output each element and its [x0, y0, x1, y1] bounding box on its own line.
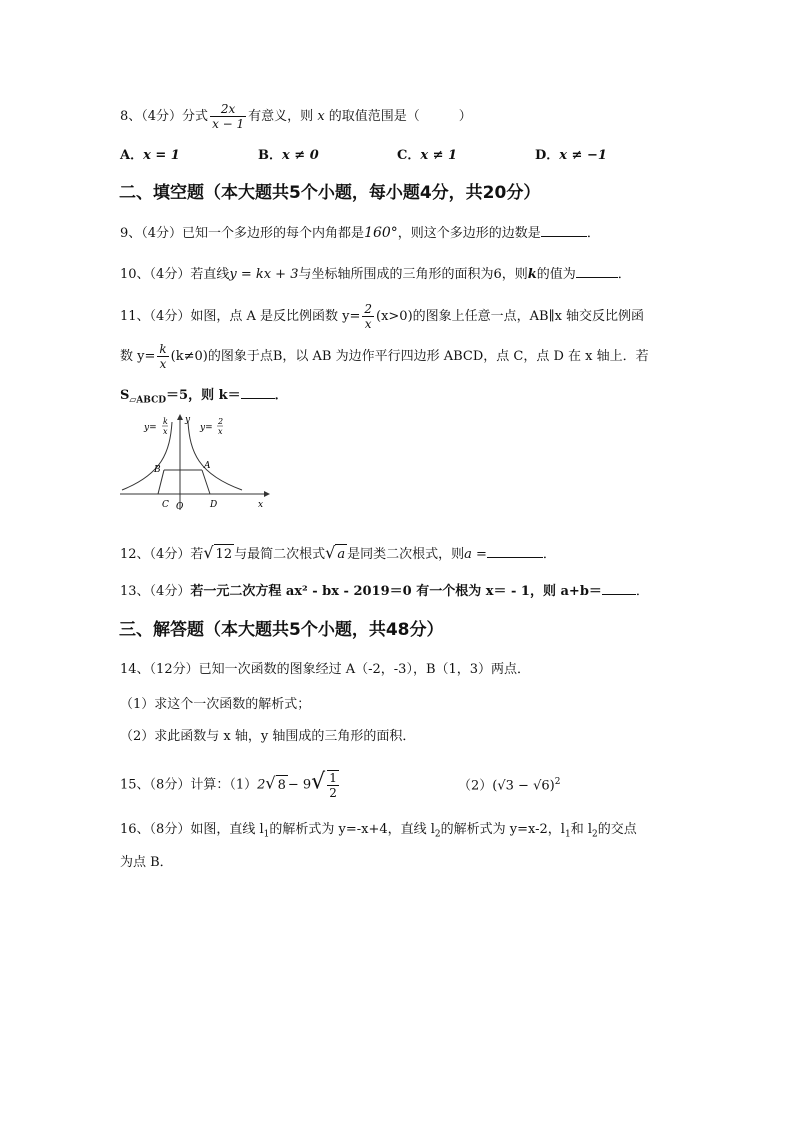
question-9: 9、（4分）已知一个多边形的每个内角都是160°，则这个多边形的边数是 ．: [120, 222, 600, 244]
axis-label-y: y: [185, 415, 191, 425]
option-a: A．x = 1: [120, 148, 180, 163]
question-number: 14、（12分）: [120, 662, 199, 677]
svg-text:x: x: [218, 427, 223, 436]
option-d: D．x ≠ −1: [535, 148, 607, 163]
section-heading-solutions: 三、解答题（本大题共5个小题，共48分）: [119, 620, 444, 640]
question-number: 15、（8分）: [120, 777, 191, 793]
question-number: 12、（4分）: [120, 547, 191, 562]
question-number: 13、（4分）: [120, 584, 191, 599]
point-label-o: O: [176, 502, 184, 512]
question-11-line-1: 11、（4分）如图，点 A 是反比例函数 y= $\frac{2}{x}$ (x>0)的图象上任意一点，AB∥x 轴交反比例函: [120, 302, 645, 331]
left-curve-label: y=: [144, 423, 157, 433]
question-11-line-3: $S_{▱ABCD}=5$，则 k＝ ．: [120, 384, 288, 411]
option-c: C．x ≠ 1: [397, 148, 458, 163]
question-14-part-1: （1）求这个一次函数的解析式；: [120, 697, 311, 712]
answer-blank[interactable]: [241, 384, 275, 399]
question-16-line-1: 16、（8分）如图，直线 $l_1$的解析式为 y=-x+4，直线 $l_2$的解析式为 y=x-2，$l_1$和 $l_2$的交点: [120, 822, 637, 840]
question-number: 8、（4分）: [120, 109, 183, 124]
section-heading-fill-in: 二、填空题（本大题共5个小题，每小题4分，共20分）: [119, 183, 541, 203]
question-14-part-2: （2）求此函数与 x 轴，y 轴围成的三角形的面积．: [120, 729, 416, 744]
question-10: 10、（4分）若直线y = kx + 3与坐标轴所围成的三角形的面积为6，则k的值为 ．: [120, 263, 631, 285]
question-16-line-2: 为点 B．: [120, 855, 173, 870]
option-b: B．x ≠ 0: [258, 148, 319, 163]
right-curve-label: y=: [200, 423, 213, 433]
question-number: 11、（4分）: [120, 309, 191, 324]
fraction: $\frac{2x}{x - 1}$: [212, 102, 245, 131]
svg-text:k: k: [163, 417, 168, 426]
question-number: 9、（4分）: [120, 226, 183, 241]
question-14: 14、（12分）已知一次函数的图象经过 A（-2，-3），B（1，3）两点．: [120, 662, 531, 677]
answer-blank[interactable]: [487, 543, 543, 558]
answer-blank[interactable]: [602, 580, 636, 595]
question-15-part-2: $(2)(√3 - √6)^2$: [458, 777, 561, 794]
svg-text:2: 2: [218, 417, 224, 426]
axis-label-x: x: [258, 500, 264, 510]
question-11-line-2: 数 y= $\frac{k}{x}$ (k≠0)的图象于点B，以 AB 为边作平行四边形 ABCD，点 C，点 D 在 x 轴上．若: [120, 342, 649, 371]
point-label-c: C: [162, 500, 169, 510]
point-label-a: A: [204, 461, 211, 471]
question-12: 12、（4分）若√ 12 与最简二次根式√ a 是同类二次根式，则a = ．: [120, 543, 556, 565]
question-8: 8、（4分）分式 $\frac{2x}{x - 1}$ 有意义，则 x 的取值范围是（ ）: [120, 102, 472, 131]
svg-text:x: x: [163, 427, 168, 436]
answer-blank[interactable]: [541, 222, 587, 237]
hyperbola-figure: [118, 412, 278, 512]
question-13: 13、（4分）若一元二次方程 ax² - bx - 2019＝0 有一个根为 x＝ - 1，则 a+b＝ ．: [120, 580, 649, 602]
answer-blank[interactable]: [576, 263, 618, 278]
question-number: 16、（8分）: [120, 822, 191, 837]
point-label-b: B: [154, 465, 161, 475]
point-label-d: D: [210, 500, 218, 510]
question-15: 15、（8分）计算：（1）2√ 8 − 9√ $\frac{1}{2}$: [120, 769, 337, 800]
question-number: 10、（4分）: [120, 267, 191, 282]
